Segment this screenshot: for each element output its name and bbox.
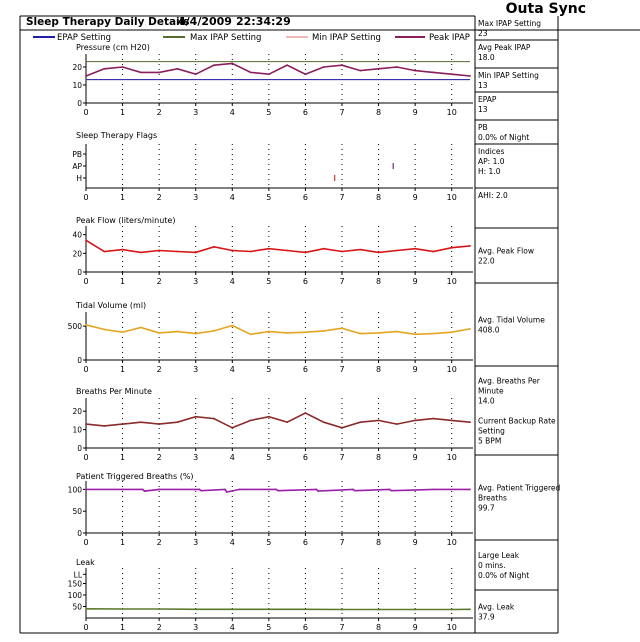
data-point — [305, 252, 307, 254]
sidebar — [475, 19, 560, 633]
data-point — [359, 333, 361, 335]
data-point — [378, 68, 380, 70]
sidebar-text: Max IPAP Setting — [478, 19, 542, 28]
sidebar-text: Indices — [478, 147, 505, 156]
sidebar-text: Setting — [478, 426, 505, 436]
y-tick-label: 0 — [77, 268, 82, 277]
data-point — [378, 609, 380, 611]
x-tick-label: 7 — [339, 108, 345, 117]
x-tick-label: 3 — [193, 623, 199, 632]
y-tick-label: 50 — [72, 507, 82, 517]
x-tick-label: 4 — [229, 108, 235, 117]
x-tick-label: 9 — [412, 623, 418, 632]
y-tick-label: 20 — [72, 249, 82, 259]
x-tick-label: 2 — [156, 277, 162, 286]
data-point — [286, 421, 288, 423]
y-tick-label: 10 — [72, 425, 82, 435]
x-tick-label: 10 — [446, 453, 457, 462]
x-tick-label: 10 — [446, 538, 457, 547]
data-point — [122, 488, 124, 490]
data-point — [341, 327, 343, 329]
sidebar-text: Current Backup Rate — [478, 416, 556, 426]
chart-panel-7 — [68, 558, 473, 632]
x-tick-label: 4 — [229, 277, 235, 286]
y-tick-label: 50 — [72, 602, 82, 612]
data-point — [122, 249, 124, 251]
data-point — [433, 488, 435, 490]
x-tick-label: 9 — [412, 365, 418, 374]
data-point — [277, 490, 279, 492]
data-point — [268, 248, 270, 250]
x-tick-label: 0 — [83, 193, 89, 202]
data-point — [103, 251, 105, 253]
series-line — [86, 63, 470, 76]
x-tick-label: 8 — [376, 365, 382, 374]
data-point — [103, 329, 105, 331]
series-line — [86, 240, 470, 252]
data-point — [359, 421, 361, 423]
data-point — [414, 609, 416, 611]
legend-label-peak-ipap: Peak IPAP — [429, 33, 470, 43]
data-point — [414, 333, 416, 335]
data-point — [414, 70, 416, 72]
x-tick-label: 0 — [83, 277, 89, 286]
chart-panel-5 — [72, 387, 473, 462]
x-tick-label: 9 — [412, 108, 418, 117]
sidebar-text: Avg. Peak Flow — [478, 246, 534, 256]
panel-title: Patient Triggered Breaths (%) — [76, 472, 194, 481]
sidebar-text: 23 — [478, 29, 488, 38]
data-point — [268, 331, 270, 333]
x-tick-label: 8 — [376, 108, 382, 117]
data-point — [195, 416, 197, 418]
data-point — [469, 328, 471, 330]
sidebar-text: 13 — [478, 81, 488, 90]
data-point — [451, 247, 453, 249]
y-tick-label: 0 — [77, 99, 82, 108]
data-point — [268, 73, 270, 75]
data-point — [103, 68, 105, 70]
sidebar-text: AP: 1.0 — [478, 157, 505, 166]
x-tick-label: 8 — [376, 538, 382, 547]
panel-title: Pressure (cm H20) — [76, 43, 150, 52]
data-point — [469, 75, 471, 77]
data-point — [316, 488, 318, 490]
data-point — [378, 420, 380, 422]
data-point — [140, 252, 142, 254]
x-tick-label: 6 — [302, 623, 308, 632]
sidebar-box-5 — [475, 123, 558, 144]
data-point — [195, 333, 197, 335]
data-point — [177, 251, 179, 253]
y-tick-label: 20 — [72, 407, 82, 417]
sidebar-text: Avg Peak IPAP — [478, 43, 531, 52]
data-point — [200, 490, 202, 492]
report-title: Sleep Therapy Daily Details — [26, 16, 190, 28]
data-point — [195, 608, 197, 610]
data-point — [250, 333, 252, 335]
flag-category-label: AP — [72, 162, 82, 171]
data-point — [286, 332, 288, 334]
sidebar-box-8 — [475, 247, 558, 284]
data-point — [305, 331, 307, 333]
data-point — [323, 66, 325, 68]
x-tick-label: 2 — [156, 193, 162, 202]
x-tick-label: 5 — [266, 108, 272, 117]
data-point — [433, 251, 435, 253]
x-tick-label: 2 — [156, 108, 162, 117]
data-point — [341, 251, 343, 253]
data-point — [231, 63, 233, 65]
data-point — [323, 421, 325, 423]
data-point — [213, 418, 215, 420]
sidebar-box-4 — [475, 95, 558, 120]
data-point — [122, 423, 124, 425]
data-point — [305, 412, 307, 414]
x-tick-label: 4 — [229, 538, 235, 547]
sidebar-text: Minute — [478, 386, 504, 396]
data-point — [231, 250, 233, 252]
data-point — [239, 488, 241, 490]
data-point — [140, 327, 142, 329]
data-point — [286, 250, 288, 252]
data-point — [352, 488, 354, 490]
x-tick-label: 0 — [83, 453, 89, 462]
sidebar-text: Avg. Tidal Volume — [478, 315, 545, 325]
data-point — [359, 70, 361, 72]
data-point — [433, 418, 435, 420]
x-tick-label: 8 — [376, 193, 382, 202]
data-point — [231, 427, 233, 429]
data-point — [250, 251, 252, 253]
x-tick-label: 5 — [266, 623, 272, 632]
data-point — [158, 608, 160, 610]
x-tick-label: 5 — [266, 193, 272, 202]
x-tick-label: 1 — [120, 108, 126, 117]
sidebar-box-12 — [475, 551, 558, 590]
legend-label-min-ipap: Min IPAP Setting — [312, 33, 381, 43]
x-tick-label: 3 — [193, 453, 199, 462]
y-tick-label: 500 — [67, 322, 82, 332]
sidebar-text: Avg. Leak — [478, 602, 515, 612]
data-point — [354, 490, 356, 492]
sidebar-text: 5 BPM — [478, 436, 502, 446]
report-time: 22:34:29 — [236, 15, 291, 28]
data-point — [231, 608, 233, 610]
data-point — [378, 332, 380, 334]
flag-category-label: PB — [72, 150, 82, 159]
data-point — [451, 331, 453, 333]
data-point — [389, 488, 391, 490]
x-tick-label: 0 — [83, 623, 89, 632]
sidebar-box-9 — [475, 316, 558, 367]
x-tick-label: 7 — [339, 538, 345, 547]
sidebar-text: 22.0 — [478, 256, 495, 266]
x-tick-label: 4 — [229, 453, 235, 462]
data-point — [469, 245, 471, 247]
x-tick-label: 8 — [376, 277, 382, 286]
data-point — [378, 252, 380, 254]
data-point — [268, 608, 270, 610]
x-tick-label: 5 — [266, 365, 272, 374]
panel-title: Tidal Volume (ml) — [76, 301, 147, 310]
x-tick-label: 7 — [339, 365, 345, 374]
data-point — [158, 423, 160, 425]
data-point — [103, 425, 105, 427]
data-point — [359, 249, 361, 251]
sidebar-box-2 — [475, 43, 558, 68]
data-point — [122, 66, 124, 68]
x-tick-label: 1 — [120, 538, 126, 547]
x-tick-label: 8 — [376, 623, 382, 632]
data-point — [396, 423, 398, 425]
y-tick-label: 10 — [72, 81, 82, 90]
y-tick-label: 150 — [67, 579, 82, 589]
panel-title: Sleep Therapy Flags — [76, 131, 158, 140]
x-tick-label: 6 — [302, 365, 308, 374]
x-tick-label: 7 — [339, 623, 345, 632]
x-tick-label: 3 — [193, 193, 199, 202]
data-point — [305, 73, 307, 75]
x-tick-label: 10 — [446, 623, 457, 632]
y-tick-label: 40 — [72, 230, 82, 240]
data-point — [451, 73, 453, 75]
sidebar-text: Avg. Patient Triggered — [478, 483, 561, 493]
data-point — [469, 488, 471, 490]
x-tick-label: 2 — [156, 623, 162, 632]
data-point — [177, 421, 179, 423]
x-tick-label: 10 — [446, 108, 457, 117]
chart-panel-4 — [68, 301, 473, 374]
x-tick-label: 5 — [266, 538, 272, 547]
data-point — [469, 421, 471, 423]
data-point — [85, 75, 87, 77]
x-tick-label: 6 — [302, 453, 308, 462]
data-point — [396, 331, 398, 333]
chart-panel-3 — [72, 216, 473, 286]
y-tick-label: 20 — [72, 63, 82, 72]
x-tick-label: 7 — [339, 193, 345, 202]
data-point — [226, 491, 228, 493]
x-tick-label: 5 — [266, 453, 272, 462]
sidebar-text: H: 1.0 — [478, 167, 501, 176]
data-point — [451, 420, 453, 422]
data-point — [144, 490, 146, 492]
sidebar-text: Avg. Breaths Per — [478, 376, 540, 386]
x-tick-label: 9 — [412, 453, 418, 462]
data-point — [122, 608, 124, 610]
data-point — [268, 416, 270, 418]
flag-category-label: H — [76, 174, 82, 183]
sidebar-box-13 — [475, 603, 558, 634]
chart-panels — [68, 43, 473, 632]
legend-label-epap: EPAP Setting — [57, 33, 112, 43]
x-tick-label: 7 — [339, 277, 345, 286]
sidebar-box-11 — [475, 484, 560, 541]
data-point — [341, 427, 343, 429]
data-point — [414, 420, 416, 422]
data-point — [433, 72, 435, 74]
data-point — [341, 64, 343, 66]
y-tick-label: 0 — [77, 356, 82, 365]
y-tick-label: 0 — [77, 444, 82, 453]
data-point — [158, 332, 160, 334]
data-point — [275, 488, 277, 490]
x-tick-label: 0 — [83, 538, 89, 547]
data-point — [250, 420, 252, 422]
x-tick-label: 10 — [446, 365, 457, 374]
legend — [33, 33, 470, 43]
data-point — [323, 330, 325, 332]
x-tick-label: 5 — [266, 277, 272, 286]
data-point — [85, 324, 87, 326]
data-point — [323, 248, 325, 250]
sidebar-text: 14.0 — [478, 396, 495, 406]
data-point — [142, 488, 144, 490]
series-line — [86, 609, 470, 610]
series-line — [86, 413, 470, 428]
data-point — [250, 72, 252, 74]
x-tick-label: 6 — [302, 277, 308, 286]
panel-title: Breaths Per Minute — [76, 387, 152, 396]
chart-panel-6 — [68, 472, 473, 547]
sidebar-text: 0.0% of Night — [478, 571, 530, 580]
series-line — [86, 325, 470, 335]
data-point — [341, 609, 343, 611]
sidebar-text: PB — [478, 123, 488, 132]
data-point — [85, 488, 87, 490]
sidebar-text: Min IPAP Setting — [478, 71, 539, 80]
x-tick-label: 0 — [83, 108, 89, 117]
sidebar-text: 0 mins. — [478, 561, 506, 570]
x-tick-label: 3 — [193, 108, 199, 117]
x-tick-label: 1 — [120, 453, 126, 462]
x-tick-label: 6 — [302, 108, 308, 117]
panel-title: Leak — [76, 558, 95, 567]
legend-label-max-ipap: Max IPAP Setting — [190, 33, 262, 43]
data-point — [213, 64, 215, 66]
data-point — [140, 421, 142, 423]
sidebar-box-7 — [475, 191, 558, 228]
x-tick-label: 10 — [446, 193, 457, 202]
data-point — [85, 423, 87, 425]
data-point — [213, 330, 215, 332]
x-tick-label: 6 — [302, 538, 308, 547]
sidebar-text: Breaths — [478, 493, 507, 503]
x-tick-label: 3 — [193, 277, 199, 286]
sidebar-text: 37.9 — [478, 612, 495, 622]
data-point — [122, 331, 124, 333]
sidebar-box-3 — [475, 71, 558, 92]
data-point — [286, 64, 288, 66]
data-point — [469, 608, 471, 610]
x-tick-label: 0 — [83, 365, 89, 374]
y-tick-label: 0 — [77, 529, 82, 538]
x-tick-label: 4 — [229, 623, 235, 632]
x-tick-label: 2 — [156, 453, 162, 462]
x-tick-label: 2 — [156, 538, 162, 547]
data-point — [317, 490, 319, 492]
data-point — [433, 333, 435, 335]
data-point — [177, 68, 179, 70]
y-tick-label: 100 — [67, 591, 82, 600]
sidebar-text: AHI: 2.0 — [478, 191, 508, 200]
data-point — [414, 248, 416, 250]
data-point — [390, 490, 392, 492]
chart-panel-2 — [72, 131, 473, 202]
data-point — [158, 72, 160, 74]
x-tick-label: 1 — [120, 193, 126, 202]
x-tick-label: 1 — [120, 623, 126, 632]
x-tick-label: 10 — [446, 277, 457, 286]
data-point — [195, 73, 197, 75]
data-point — [85, 239, 87, 241]
x-tick-label: 3 — [193, 365, 199, 374]
x-tick-label: 8 — [376, 453, 382, 462]
sidebar-box-10 — [475, 377, 558, 456]
sidebar-text: EPAP — [478, 95, 497, 104]
data-point — [396, 66, 398, 68]
sidebar-text: 408.0 — [478, 325, 500, 335]
data-point — [224, 488, 226, 490]
x-tick-label: 2 — [156, 365, 162, 374]
x-tick-label: 4 — [229, 365, 235, 374]
data-point — [396, 250, 398, 252]
chart-panel-1 — [72, 43, 473, 117]
sidebar-text: 18.0 — [478, 53, 495, 62]
data-point — [195, 252, 197, 254]
sidebar-text: Large Leak — [478, 551, 520, 560]
sidebar-text: 0.0% of Night — [478, 133, 530, 142]
data-point — [213, 246, 215, 248]
data-point — [158, 488, 160, 490]
panel-title: Peak Flow (liters/minute) — [76, 216, 176, 225]
data-point — [177, 331, 179, 333]
sidebar-text: 99.7 — [478, 503, 495, 513]
x-tick-label: 9 — [412, 193, 418, 202]
data-point — [198, 488, 200, 490]
data-point — [451, 609, 453, 611]
y-tick-label: 100 — [67, 485, 82, 495]
y-tick-label: LL — [73, 570, 82, 580]
data-point — [231, 325, 233, 327]
sidebar-box-6 — [475, 147, 558, 188]
x-tick-label: 9 — [412, 538, 418, 547]
x-tick-label: 6 — [302, 193, 308, 202]
brand-name: Outa Sync — [505, 1, 586, 17]
sidebar-text: 13 — [478, 105, 488, 114]
data-point — [85, 608, 87, 610]
data-point — [158, 250, 160, 252]
x-tick-label: 7 — [339, 453, 345, 462]
x-tick-label: 1 — [120, 365, 126, 374]
data-point — [140, 72, 142, 74]
x-tick-label: 9 — [412, 277, 418, 286]
x-tick-label: 3 — [193, 538, 199, 547]
report-date: 4/4/2009 — [178, 15, 232, 28]
data-point — [305, 608, 307, 610]
x-tick-label: 1 — [120, 277, 126, 286]
x-tick-label: 4 — [229, 193, 235, 202]
